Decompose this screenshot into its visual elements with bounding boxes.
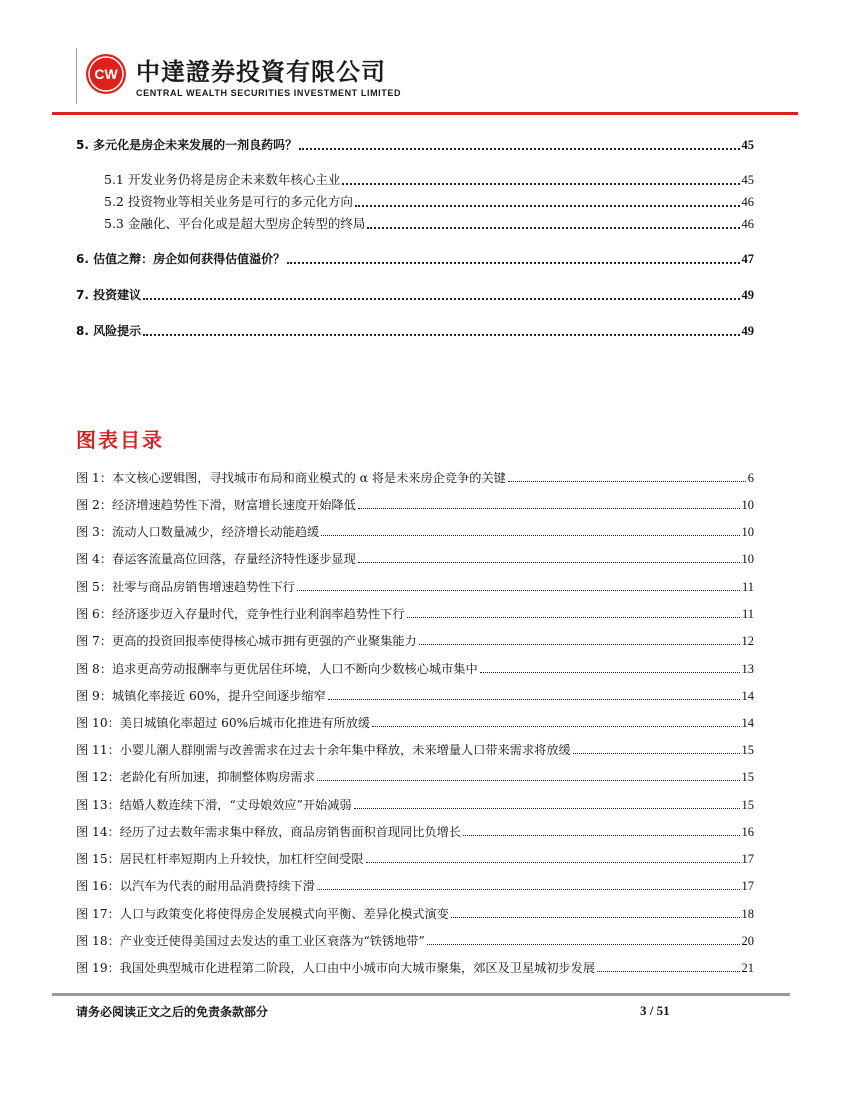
footer-rule xyxy=(52,993,790,996)
figure-page: 18 xyxy=(741,907,754,921)
leader-dots xyxy=(366,862,740,863)
figure-entry[interactable] xyxy=(76,687,754,705)
figures-list-title: 图表目录 xyxy=(76,428,164,452)
toc-page: 45 xyxy=(741,138,754,152)
figure-label: 图 7：更高的投资回报率使得核心城市拥有更强的产业聚集能力 xyxy=(76,634,417,648)
figure-entry[interactable] xyxy=(76,741,754,759)
report-header xyxy=(76,46,796,110)
figure-label: 图 19：我国处典型城市化进程第二阶段，人口由中小城市向大城市聚集，郊区及卫星城初步发展 xyxy=(76,961,596,975)
figure-page: 12 xyxy=(741,634,754,648)
leader-dots xyxy=(342,183,739,185)
leader-dots xyxy=(321,535,739,536)
header-divider xyxy=(76,48,77,104)
leader-dots xyxy=(419,644,740,645)
toc-label: 5.2 投资物业等相关业务是可行的多元化方向 xyxy=(104,194,353,209)
toc-entry[interactable] xyxy=(76,215,754,233)
figure-page: 15 xyxy=(741,798,754,812)
figure-page: 20 xyxy=(741,934,754,948)
logo-text: CW xyxy=(94,66,118,82)
toc-label: 5.3 金融化、平台化或是超大型房企转型的终局 xyxy=(104,216,366,231)
footer-disclaimer: 请务必阅读正文之后的免责条款部分 xyxy=(76,1005,269,1019)
figure-label: 图 5：社零与商品房销售增速趋势性下行 xyxy=(76,580,295,594)
figure-entry[interactable] xyxy=(76,959,754,977)
figure-label: 图 18：产业变迁使得美国过去发达的重工业区衰落为“铁锈地带” xyxy=(76,934,425,948)
figure-entry[interactable] xyxy=(76,550,754,568)
leader-dots xyxy=(297,590,740,591)
figure-entry[interactable] xyxy=(76,932,754,950)
toc-page: 49 xyxy=(741,324,754,338)
toc-entry[interactable] xyxy=(76,171,754,189)
figure-page: 16 xyxy=(741,825,754,839)
toc-entry[interactable] xyxy=(76,286,754,304)
toc-entry[interactable] xyxy=(76,136,754,154)
toc-label: 5. 多元化是房企未来发展的一剂良药吗？ xyxy=(76,138,298,152)
figure-page: 14 xyxy=(741,689,754,703)
figure-page: 10 xyxy=(741,498,754,512)
company-logo-icon xyxy=(84,52,128,96)
toc-label: 7. 投资建议 xyxy=(76,288,142,302)
leader-dots xyxy=(480,672,740,673)
leader-dots xyxy=(372,726,739,727)
figure-page: 13 xyxy=(741,662,754,676)
leader-dots xyxy=(143,298,739,300)
figure-label: 图 2：经济增速趋势性下滑，财富增长速度开始降低 xyxy=(76,498,356,512)
leader-dots xyxy=(407,617,740,618)
toc-page: 47 xyxy=(741,252,754,266)
leader-dots xyxy=(287,262,739,264)
figure-entry[interactable] xyxy=(76,823,754,841)
leader-dots xyxy=(317,889,740,890)
figure-page: 11 xyxy=(741,580,754,594)
figure-page: 17 xyxy=(741,879,754,893)
figure-entry[interactable] xyxy=(76,877,754,895)
figure-label: 图 3：流动人口数量减少，经济增长动能趋缓 xyxy=(76,525,320,539)
figure-label: 图 4：春运客流量高位回落，存量经济特性逐步显现 xyxy=(76,552,356,566)
figure-entry[interactable] xyxy=(76,469,754,487)
figure-label: 图 17：人口与政策变化将使得房企发展模式向平衡、差异化模式演变 xyxy=(76,907,449,921)
toc-entry[interactable] xyxy=(76,250,754,268)
toc-page: 45 xyxy=(741,173,754,187)
toc-label: 5.1 开发业务仍将是房企未来数年核心主业 xyxy=(104,172,341,187)
leader-dots xyxy=(354,808,740,809)
toc-page: 46 xyxy=(741,195,754,209)
leader-dots xyxy=(573,753,740,754)
toc-label: 6. 估值之辩：房企如何获得估值溢价？ xyxy=(76,252,286,266)
figure-entry[interactable] xyxy=(76,796,754,814)
figure-page: 21 xyxy=(741,961,754,975)
figure-label: 图 6：经济逐步迈入存量时代，竞争性行业利润率趋势性下行 xyxy=(76,607,405,621)
leader-dots xyxy=(328,699,740,700)
leader-dots xyxy=(367,227,739,229)
figure-page: 6 xyxy=(747,471,754,485)
figure-entry[interactable] xyxy=(76,496,754,514)
leader-dots xyxy=(317,780,740,781)
figure-label: 图 1：本文核心逻辑图，寻找城市布局和商业模式的 α 将是未来房企竞争的关键 xyxy=(76,471,506,485)
figure-entry[interactable] xyxy=(76,905,754,923)
figure-entry[interactable] xyxy=(76,768,754,786)
toc-page: 49 xyxy=(741,288,754,302)
leader-dots xyxy=(358,508,740,509)
toc-page: 46 xyxy=(741,217,754,231)
header-rule xyxy=(52,112,798,115)
leader-dots xyxy=(299,148,739,150)
figure-entry[interactable] xyxy=(76,578,754,596)
figure-page: 11 xyxy=(741,607,754,621)
figure-page: 14 xyxy=(741,716,754,730)
figure-page: 10 xyxy=(741,525,754,539)
figure-page: 17 xyxy=(741,852,754,866)
figure-label: 图 15：居民杠杆率短期内上升较快，加杠杆空间受限 xyxy=(76,852,364,866)
figure-page: 15 xyxy=(741,743,754,757)
figure-label: 图 10：美日城镇化率超过 60%后城市化推进有所放缓 xyxy=(76,716,371,730)
toc-label: 8. 风险提示 xyxy=(76,324,142,338)
figure-page: 15 xyxy=(741,770,754,784)
leader-dots xyxy=(463,835,739,836)
figure-label: 图 12：老龄化有所加速，抑制整体购房需求 xyxy=(76,770,315,784)
page-number: 3 / 51 xyxy=(640,1003,670,1018)
figure-entry[interactable] xyxy=(76,605,754,623)
toc-entry[interactable] xyxy=(76,193,754,211)
figure-label: 图 11：小婴儿潮人群刚需与改善需求在过去十余年集中释放，未来增量人口带来需求将放缓 xyxy=(76,743,571,757)
figure-label: 图 14：经历了过去数年需求集中释放，商品房销售面积首现同比负增长 xyxy=(76,825,462,839)
figure-entry[interactable] xyxy=(76,660,754,678)
figure-label: 图 16：以汽车为代表的耐用品消费持续下滑 xyxy=(76,879,315,893)
figure-entry[interactable] xyxy=(76,523,754,541)
company-name-cn: 中達證券投資有限公司 xyxy=(136,58,386,86)
company-name-en: CENTRAL WEALTH SECURITIES INVESTMENT LIMITED xyxy=(136,88,402,98)
leader-dots xyxy=(508,481,746,482)
figure-page: 10 xyxy=(741,552,754,566)
figure-entry[interactable] xyxy=(76,850,754,868)
leader-dots xyxy=(143,334,739,336)
figure-label: 图 13：结婚人数连续下滑，“丈母娘效应”开始减弱 xyxy=(76,798,352,812)
leader-dots xyxy=(355,205,740,207)
toc-entry[interactable] xyxy=(76,322,754,340)
leader-dots xyxy=(358,562,740,563)
figure-label: 图 8：追求更高劳动报酬率与更优居住环境，人口不断向少数核心城市集中 xyxy=(76,662,478,676)
leader-dots xyxy=(597,971,739,972)
figure-entry[interactable] xyxy=(76,632,754,650)
leader-dots xyxy=(451,917,740,918)
leader-dots xyxy=(427,944,740,945)
figure-entry[interactable] xyxy=(76,714,754,732)
figure-label: 图 9：城镇化率接近 60%，提升空间逐步缩窄 xyxy=(76,689,326,703)
